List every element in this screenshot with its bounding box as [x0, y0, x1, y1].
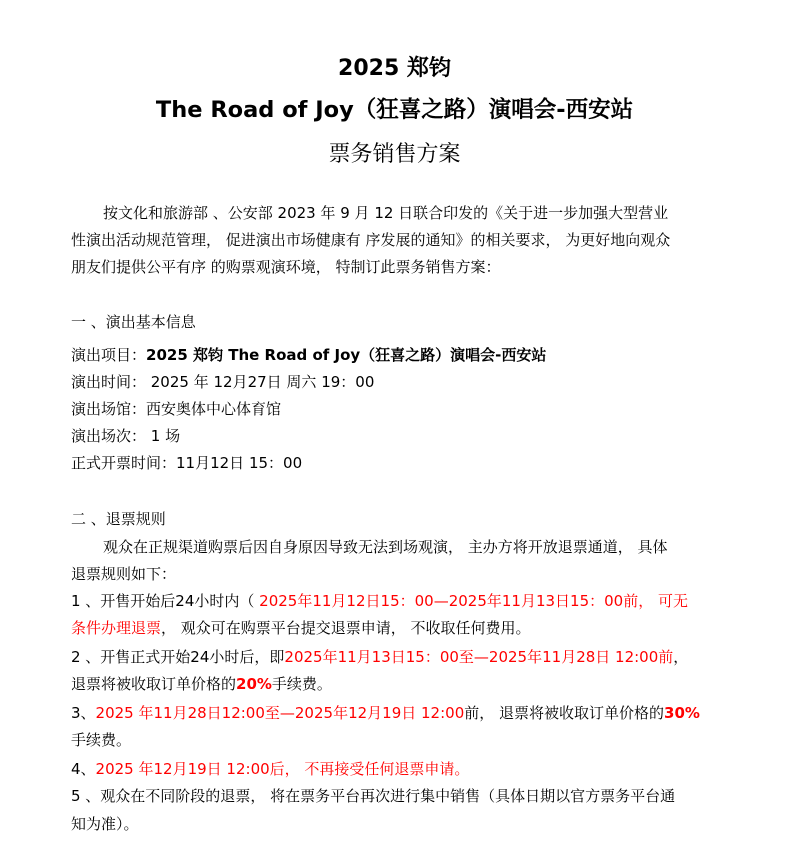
rule-3-fee-percent: 30% — [664, 704, 700, 722]
rule-2-red-dates: 2025年11月13日15：00至—2025年11月28日 12:00前 — [284, 648, 674, 666]
intro-line-1: 按文化和旅游部 、公安部 2023 年 9 月 12 日联合印发的《关于进一步加强大型营业 — [103, 204, 669, 222]
rule-4-prefix: 4、 — [71, 760, 96, 778]
refund-intro-line-1: 观众在正规渠道购票后因自身原因导致无法到场观演， 主办方将开放退票通道， 具体 — [103, 538, 668, 556]
intro-line-3: 朋友们提供公平有序 的购票观演环境， 特制订此票务销售方案： — [71, 258, 501, 276]
title-line-1: 2025 郑钧 — [338, 56, 451, 81]
rule-3-red-dates: 2025 年11月28日12:00至—2025年12月19日 12:00 — [95, 704, 465, 722]
rule-2-prefix: 2 、开售正式开始24小时后，即 — [71, 648, 285, 666]
show-project-label: 演出项目： — [71, 346, 147, 364]
rule-5-line-2: 知为准）。 — [71, 815, 139, 833]
rule-1-red-dates: 2025年11月12日15：00—2025年11月13日15：00前， — [259, 592, 654, 610]
rule-2-line-1 — [71, 646, 751, 668]
rule-2-line2-suffix: 手续费。 — [271, 675, 332, 693]
rule-2-line-2 — [71, 673, 751, 695]
title-line-3: 票务销售方案 — [328, 142, 461, 167]
show-time: 演出时间： 2025 年 12月27日 周六 19：00 — [71, 373, 375, 391]
rule-1-line-1 — [71, 590, 751, 612]
rule-3-line-1 — [71, 702, 751, 724]
rule-3-prefix: 3、 — [71, 704, 96, 722]
rule-1-red-text: 可无 — [653, 592, 688, 610]
show-project — [71, 344, 751, 366]
rule-1-red-text-2: 条件办理退票 — [71, 619, 162, 637]
rule-3-middle: 前， 退票将被收取订单价格的 — [464, 704, 665, 722]
title-line-2: The Road of Joy（狂喜之路）演唱会-西安站 — [155, 97, 634, 123]
sale-time: 正式开票时间：11月12日 15：00 — [71, 454, 303, 472]
show-project-value: 2025 郑钧 The Road of Joy（狂喜之路）演唱会-西安站 — [146, 346, 547, 364]
rule-2-fee-percent: 20% — [236, 675, 272, 693]
show-venue: 演出场馆：西安奥体中心体育馆 — [71, 400, 282, 418]
rule-2-line2-prefix: 退票将被收取订单价格的 — [71, 675, 237, 693]
section2-heading: 二 、退票规则 — [71, 510, 166, 528]
show-sessions: 演出场次： 1 场 — [71, 427, 181, 445]
rule-1-prefix: 1 、开售开始后24小时内（ — [71, 592, 260, 610]
rule-1-line-2 — [71, 617, 751, 639]
section1-heading: 一 、演出基本信息 — [71, 313, 196, 331]
rule-5-line-1: 5 、观众在不同阶段的退票， 将在票务平台再次进行集中销售（具体日期以官方票务平台通 — [71, 787, 676, 805]
intro-line-2: 性演出活动规范管理， 促进演出市场健康有 序发展的通知》的相关要求， 为更好地向观众 — [71, 231, 671, 249]
rule-3-line-2: 手续费。 — [71, 731, 132, 749]
rule-1-suffix: ， 观众可在购票平台提交退票申请， 不收取任何费用。 — [161, 619, 531, 637]
refund-intro-line-2: 退票规则如下： — [71, 565, 177, 583]
rule-2-suffix: ， — [673, 648, 689, 666]
rule-4-red-text: 2025 年12月19日 12:00后， 不再接受任何退票申请。 — [95, 760, 470, 778]
rule-4 — [71, 758, 751, 780]
